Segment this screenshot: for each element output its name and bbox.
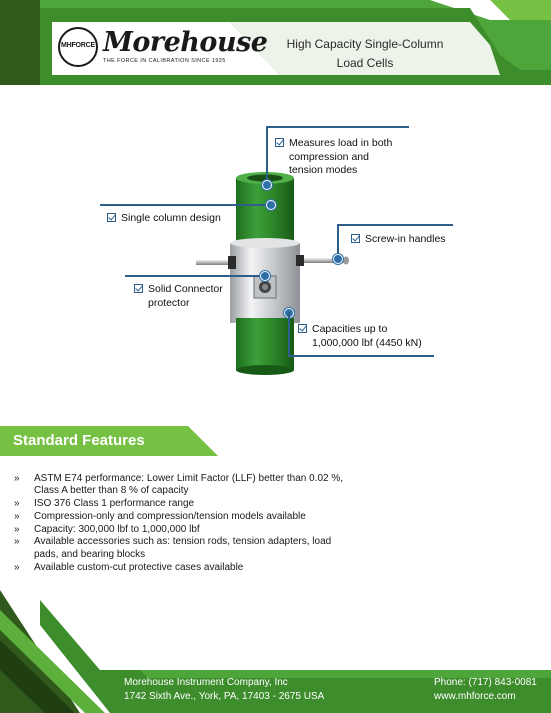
callout-line [337, 224, 453, 226]
logo-tagline: THE FORCE IN CALIBRATION SINCE 1925 [103, 58, 226, 64]
company-logo[interactable] [58, 27, 268, 71]
list-item: » Available accessories such as: tension rods, tension adapters, load pads, and bearing blocks [14, 536, 332, 560]
logo-badge-icon [58, 27, 98, 67]
page-title-line2: Load Cells [336, 56, 394, 70]
callout-marker [262, 180, 272, 190]
footer-address: 1742 Sixth Ave., York, PA, 17403 - 2675 USA [124, 691, 325, 702]
callout-line [288, 355, 434, 357]
section-title: Standard Features [13, 432, 145, 449]
list-item: » ISO 376 Class 1 performance range [14, 498, 195, 510]
callout-line [266, 126, 409, 128]
list-item: » Capacity: 300,000 lbf to 1,000,000 lbf [14, 523, 200, 535]
checkbox-icon [275, 138, 284, 147]
footer-phone[interactable]: Phone: (717) 843-0081 [434, 677, 537, 688]
callout-line [100, 204, 270, 206]
callout-single-column: Single column design [107, 212, 221, 226]
callout-line [288, 312, 290, 356]
callout-measures-load: Measures load in both compression and tension modes [275, 137, 392, 178]
logo-name: Morehouse [103, 27, 268, 58]
checkbox-icon [351, 234, 360, 243]
checkbox-icon [134, 284, 143, 293]
features-list [14, 473, 354, 574]
checkbox-icon [107, 213, 116, 222]
callout-marker [333, 254, 343, 264]
list-item: » Compression-only and compression/tension models available [14, 510, 306, 522]
checkbox-icon [298, 324, 307, 333]
logo-badge-text: MHFORCE [61, 42, 95, 49]
callout-capacities: Capacities up to 1,000,000 lbf (4450 kN) [298, 323, 422, 350]
list-item: » Available custom-cut protective cases available [14, 561, 244, 573]
callout-marker [260, 271, 270, 281]
callout-line [266, 126, 268, 184]
callout-solid-connector: Solid Connector protector [134, 283, 223, 310]
callout-marker [266, 200, 276, 210]
callout-line [337, 224, 339, 258]
footer-website[interactable]: www.mhforce.com [434, 691, 516, 702]
callout-line [125, 275, 265, 277]
page-title-line1: High Capacity Single-Column [286, 37, 444, 51]
callout-screw-in-handles: Screw-in handles [351, 233, 446, 247]
footer-company: Morehouse Instrument Company, Inc [124, 677, 288, 688]
list-item: » ASTM E74 performance: Lower Limit Factor (LLF) better than 0.02 %, Class A better than 8 % of capacity [14, 473, 344, 497]
